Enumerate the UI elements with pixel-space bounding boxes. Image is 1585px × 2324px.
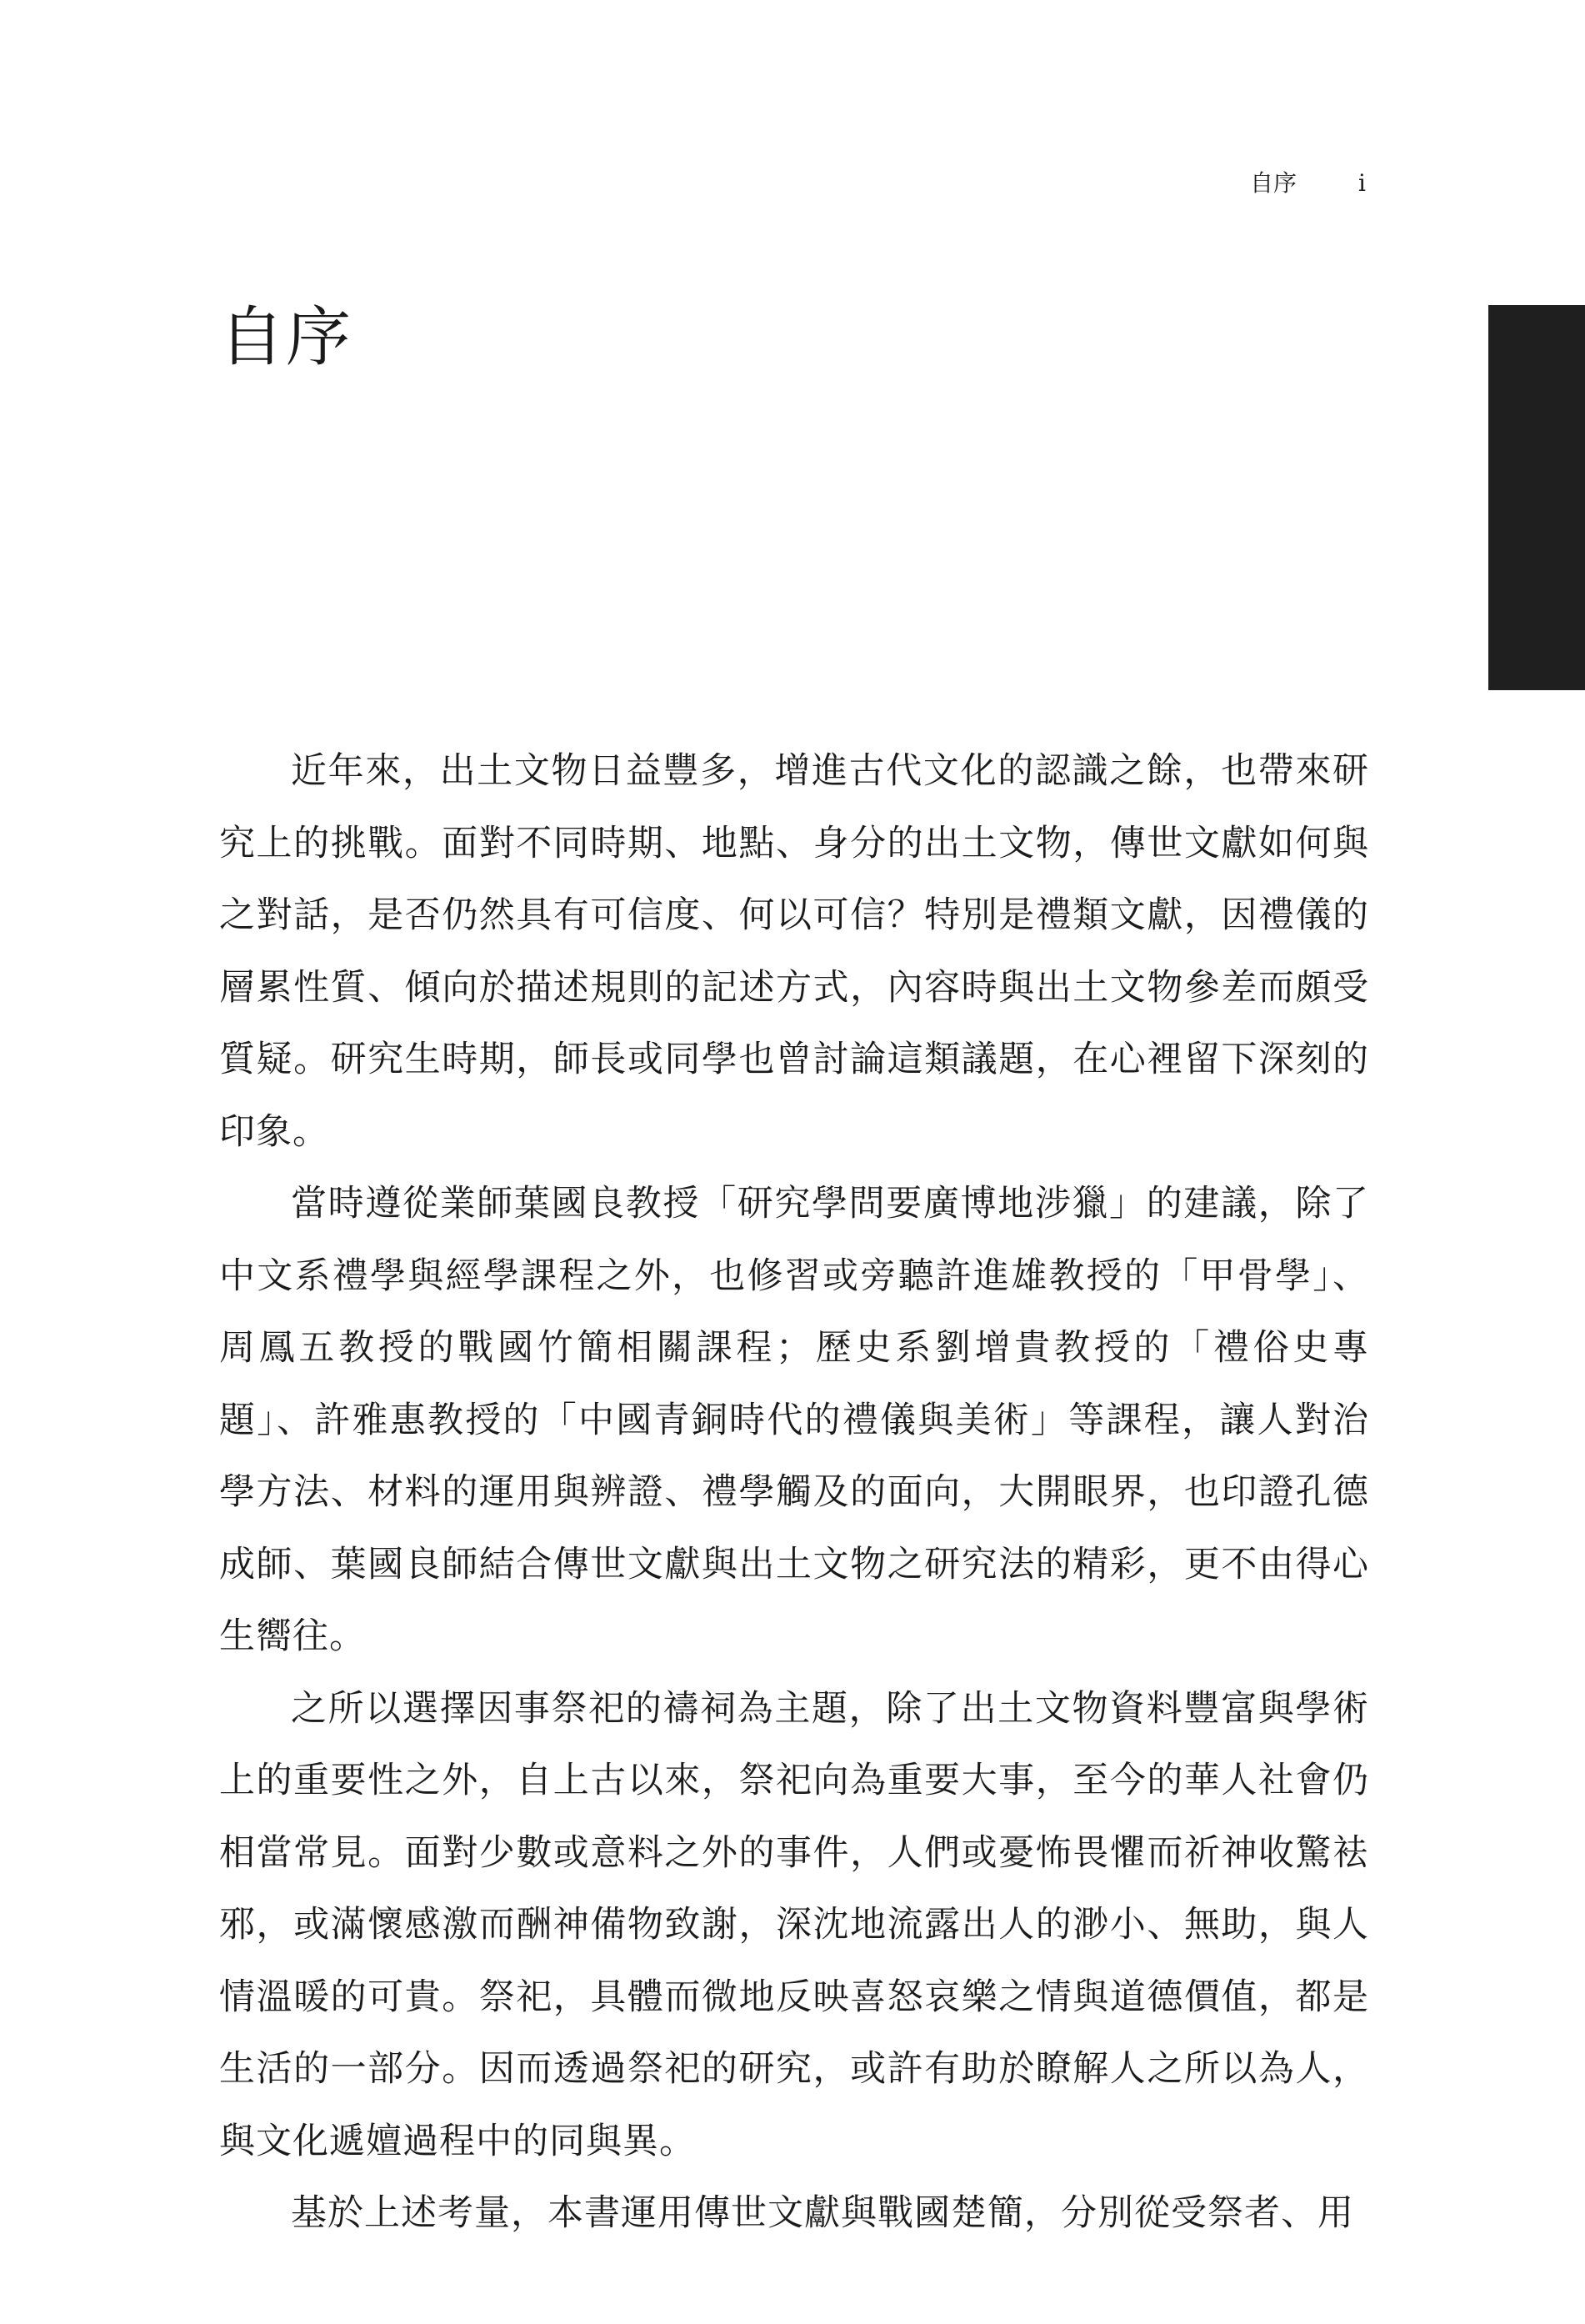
- chapter-thumb-tab: [1488, 305, 1585, 690]
- paragraph: 基於上述考量，本書運用傳世文獻與戰國楚簡，分別從受祭者、用: [291, 2192, 1354, 2234]
- body-text: [219, 735, 1369, 2250]
- page-number: i: [1358, 169, 1366, 197]
- paragraph: 當時遵從業師葉國良教授「研究學問要廣博地涉獵」的建議，除了中文系禮學與經學課程之外，也修習或旁聽許進雄教授的「甲骨學」、周鳳五教授的戰國竹簡相關課程；歷史系劉增貴教授的「禮俗史專題」、許雅惠教授的「中國青銅時代的禮儀與美術」等課程，讓人對治學方法、材料的運用與辨證、禮學觸及的面向，大開眼界，也印證孔德成師、葉國良師結合傳世文獻與出土文物之研究法的精彩，更不由得心生嚮往。: [219, 1183, 1369, 1657]
- paragraph: 之所以選擇因事祭祀的禱祠為主題，除了出土文物資料豐富與學術上的重要性之外，自上古以來，祭祀向為重要大事，至今的華人社會仍相當常見。面對少數或意料之外的事件，人們或憂怖畏懼而祈神收驚袪邪，或滿懷感激而酬神備物致謝，深沈地流露出人的渺小、無助，與人情溫暖的可貴。祭祀，具體而微地反映喜怒哀樂之情與道德價值，都是生活的一部分。因而透過祭祀的研究，或許有助於瞭解人之所以為人，與文化遞嬗過程中的同與異。: [219, 1687, 1369, 2162]
- running-title: 自序: [1250, 169, 1298, 197]
- running-header: [1233, 167, 1383, 200]
- paragraph: 近年來，出土文物日益豐多，增進古代文化的認識之餘，也帶來研究上的挑戰。面對不同時期、地點、身分的出土文物，傳世文獻如何與之對話，是否仍然具有可信度、何以可信？特別是禮類文獻，因禮儀的層累性質、傾向於描述規則的記述方式，內容時與出土文物參差而頗受質疑。研究生時期，師長或同學也曾討論這類議題，在心裡留下深刻的印象。: [219, 750, 1369, 1153]
- chapter-title: 自序: [219, 300, 353, 375]
